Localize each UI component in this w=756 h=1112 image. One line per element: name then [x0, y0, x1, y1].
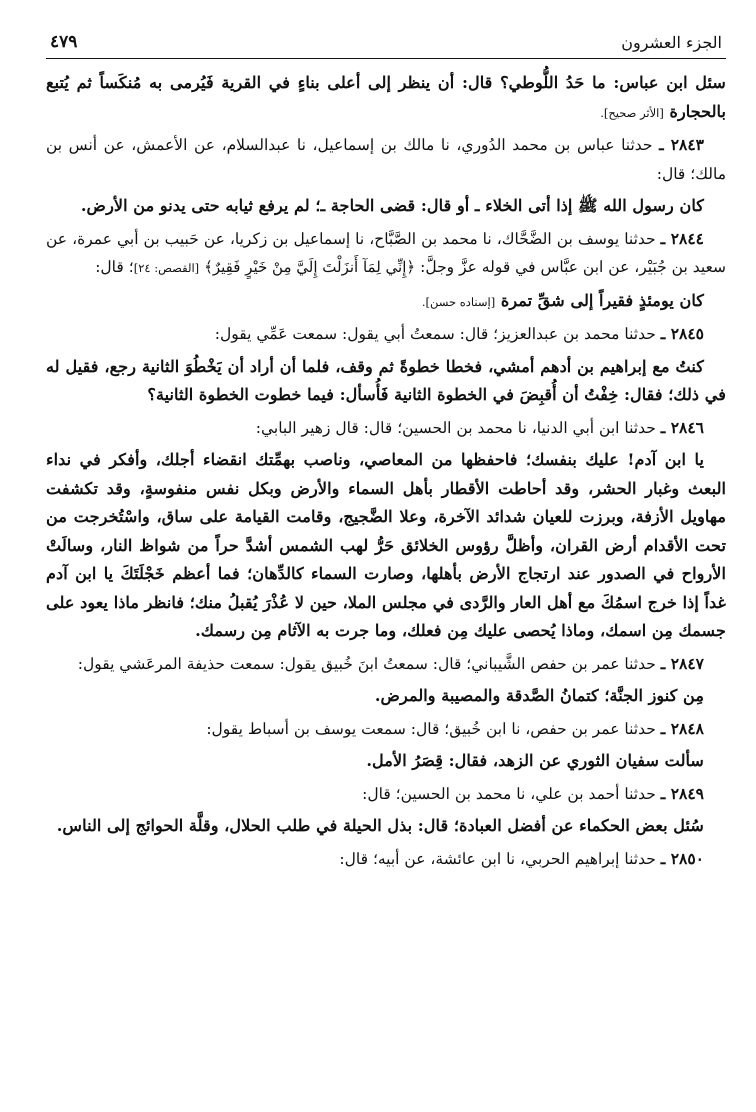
isnad-paragraph: ٢٨٤٥ ـ حدثنا محمد بن عبدالعزيز؛ قال: سمعتُ أبي يقول: سمعت عَمِّي يقول:	[214, 324, 704, 343]
running-title: الجزء العشرون	[621, 33, 722, 52]
grading-note: [الأثر صحيح].	[600, 105, 664, 120]
hadith-number: ٢٨٤٤ ـ	[660, 228, 705, 248]
isnad-paragraph: ٢٨٤٦ ـ حدثنا ابن أبي الدنيا، نا محمد بن الحسين؛ قال: قال زهير البابي:	[255, 417, 704, 437]
isnad-paragraph: ٢٨٤٣ ـ حدثنا عباس بن محمد الدُوري، نا مالك بن إسماعيل، نا عبدالسلام، عن الأعمش، عن أنس بن مالك؛ قال:	[46, 135, 726, 183]
athar-text: سُئل بعض الحكماء عن أفضل العبادة؛ قال: بذل الحيلة في طلب الحلال، وقلَّة الحوائج إلى الناس.	[56, 816, 704, 835]
isnad-paragraph: ٢٨٥٠ ـ حدثنا إبراهيم الحربي، نا ابن عائشة، عن أبيه؛ قال:	[339, 848, 704, 868]
isnad-paragraph: ٢٨٤٤ ـ حدثنا يوسف بن الضَّحَّاك، نا محمد بن الصَّبَّاح، نا إسماعيل بن زكريا، عن حَبيب بن أبي عمرة، عن سعيد بن جُبَيْر، عن ابن عبَّاس في قوله عزَّ وجلَّ: ﴿إِنِّي لِمَآ أَنزَلْتَ إِلَيَّ مِنْ خَيْرٍ فَقِيرٌ﴾ [القصص: ٢٤]؛ قال:	[46, 228, 726, 276]
hadith-number: ٢٨٤٨ ـ	[660, 718, 704, 738]
page-header	[46, 22, 726, 59]
hadith-number: ٢٨٤٥ ـ	[660, 324, 704, 343]
athar-text: كنتُ مع إبراهيم بن أدهم أمشي، فخطا خطوةً ثم وقف، فلما أن أراد أن يَخْطُوَ الثانية رجع، فقيل له في ذلك؛ فقال: خِفْتُ أن أُقبِضَ في الخطوة الثانية فَأُسأل: فيما خطوت الخطوة الثانية؟	[46, 356, 726, 404]
hadith-number: ٢٨٤٩ ـ	[660, 783, 704, 803]
isnad-paragraph: ٢٨٤٧ ـ حدثنا عمر بن حفص الشَّيباني؛ قال: سمعتُ ابنَ خُبيق يقول: سمعت حذيفة المرعَشي يقول:	[77, 653, 704, 673]
hadith-text: كان رسول الله ﷺ إذا أتى الخلاء ـ أو قال: قضى الحاجة ـ؛ لم يرفع ثيابه حتى يدنو من الأرض.	[80, 196, 704, 215]
athar-text: يا ابن آدم! عليك بنفسك؛ فاحفظها من المعاصي، وناصب بهمِّتك انقضاء أجلك، وأفكر في نداء البعث وغبار الحشر، وقد أحاطت الأقطار بأهل السماء والأرض وبكل نفس منفوسةٍ، وقد تكشفت مهاويل الأزفة، وبرزت للعيان شدائد الآخرة، وعلا الضَّجيج، وقامت القيامة على ساق، واسْتُخرجت من تحت الأقدام أرض القران، وأظلَّ رؤوس الخلائق حَرُّ لهب الشمس أشدَّ حراً من شواظ النار، وسالَتْ الأرواح في الصدور عند ارتجاج الأرض بأهلها، وصارت السماء كالدِّهان؛ فما أعظم خَجْلَتَكَ يا ابن آدم غداً إذا خرج اسمُكَ مع أهل العار والرَّدى في مجلس الملا، حين لا عُذْرَ يُقبلُ منك؛ فانظر ماذا يعود على جسمك مِن اسمك، وماذا يُحصى عليك مِن فعلك، وما جرت به الآثام مِن رسمك.	[46, 450, 726, 640]
athar-text: سئل ابن عباس: ما حَدُ اللُّوطي؟ قال: أن ينظر إلى أعلى بناءٍ في القرية فَيُرمى به مُنكَساً ثم يُتبع بالحجارة [الأثر صحيح].	[46, 73, 726, 121]
athar-text: سألت سفيان الثوري عن الزهد، فقال: قِصَرُ الأمل.	[366, 751, 704, 770]
quran-verse: ﴿إِنِّي لِمَآ أَنزَلْتَ إِلَيَّ مِنْ خَيْرٍ فَقِيرٌ﴾	[204, 258, 416, 276]
athar-text: مِن كنوز الجنَّة؛ كتمانُ الصَّدقة والمصيبة والمرض.	[374, 686, 704, 705]
hadith-number: ٢٨٥٠ ـ	[660, 848, 704, 868]
page-number: ٤٧٩	[50, 32, 78, 52]
page-body	[46, 59, 726, 873]
isnad-paragraph: ٢٨٤٨ ـ حدثنا عمر بن حفص، نا ابن خُبيق؛ قال: سمعت يوسف بن أسباط يقول:	[206, 718, 704, 738]
hadith-number: ٢٨٤٣ ـ	[659, 135, 705, 154]
verse-reference: [القصص: ٢٤]	[133, 261, 200, 275]
grading-note: [إسناده حسن].	[421, 294, 496, 309]
hadith-number: ٢٨٤٦ ـ	[660, 417, 704, 437]
athar-text: كان يومئذٍ فقيراً إلى شقِّ تمرة [إسناده حسن].	[421, 290, 704, 310]
hadith-number: ٢٨٤٧ ـ	[660, 653, 704, 673]
isnad-paragraph: ٢٨٤٩ ـ حدثنا أحمد بن علي، نا محمد بن الحسين؛ قال:	[362, 783, 704, 803]
